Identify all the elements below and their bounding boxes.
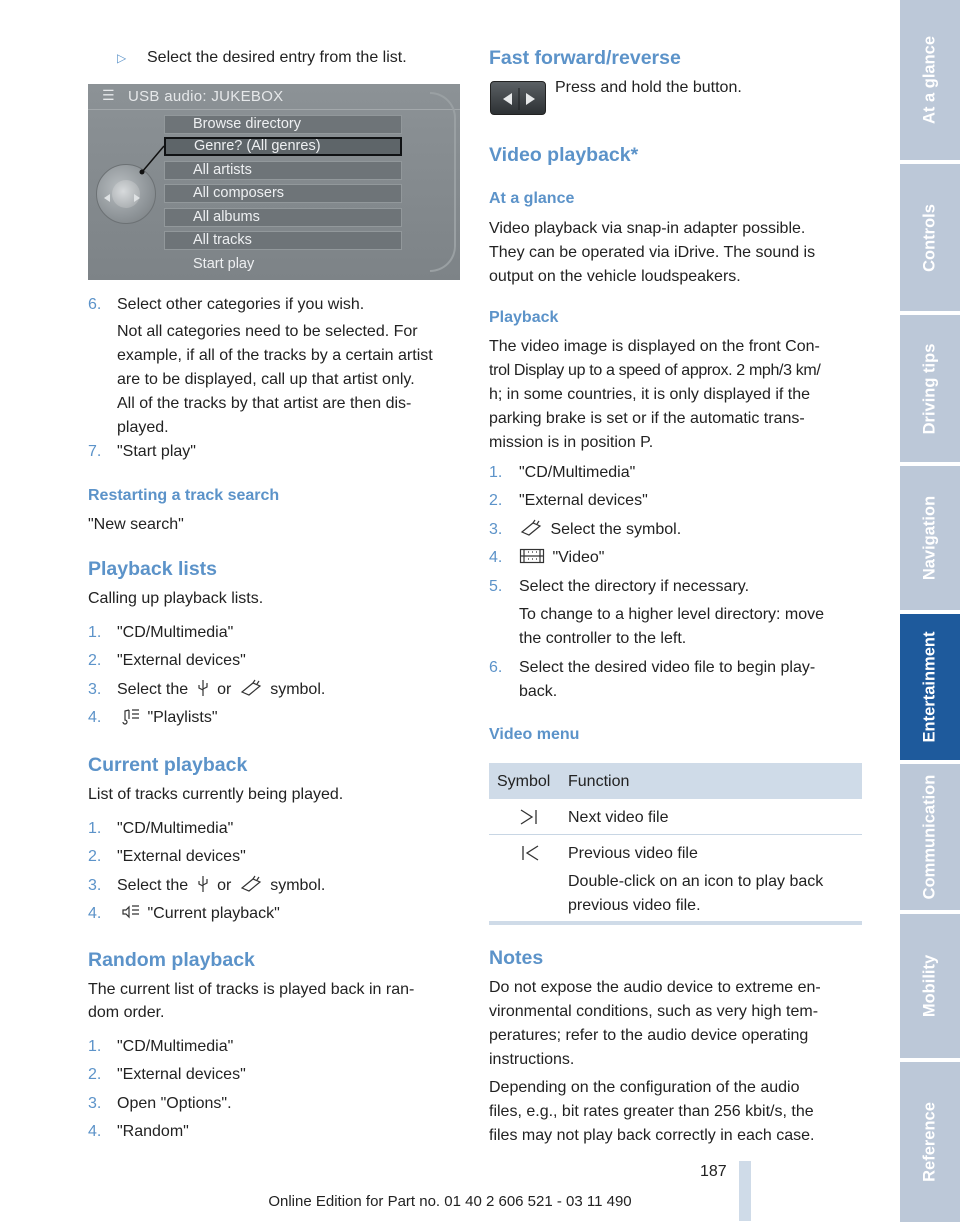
entry-browse-directory[interactable]: Browse directory: [164, 115, 402, 134]
video-menu-heading: Video menu: [489, 726, 580, 743]
step-number: 1.: [88, 820, 102, 837]
row2-function: Previous video file: [568, 845, 698, 862]
usb-icon: [196, 679, 210, 697]
row2-note: previous video file.: [568, 897, 701, 914]
tab-reference[interactable]: [900, 1062, 960, 1222]
step-number: 5.: [489, 578, 503, 595]
step-select-entry: Select the desired entry from the list.: [147, 49, 407, 66]
screenshot-title: USB audio: JUKEBOX: [128, 88, 284, 105]
tab-driving-tips[interactable]: [900, 315, 960, 462]
step-number: 1.: [88, 624, 102, 641]
step-number: 4.: [88, 709, 102, 726]
step-number: 1.: [489, 464, 503, 481]
playback-line: parking brake is set or if the automatic trans-: [489, 410, 805, 427]
select-symbol-text: Select the symbol.: [550, 521, 682, 538]
step-number: 3.: [489, 521, 503, 538]
notes-line: Depending on the configuration of the audio: [489, 1079, 800, 1096]
playback-line: The video image is displayed on the front Con-: [489, 338, 820, 355]
symbol-text: symbol.: [270, 681, 326, 698]
tab-label: At a glance: [920, 35, 939, 125]
page-marker-bar: [739, 1161, 751, 1221]
jukebox-screenshot: [88, 84, 460, 280]
glance-line: output on the vehicle loudspeakers.: [489, 268, 741, 285]
playback-line: trol Display up to a speed of approx. 2 mph/3 km/: [489, 362, 821, 379]
notes-heading: Notes: [489, 947, 544, 969]
random-text-line: dom order.: [88, 1004, 165, 1021]
step-number: 2.: [88, 848, 102, 865]
random-step: "CD/Multimedia": [117, 1038, 234, 1055]
row2-note: Double-click on an icon to play back: [568, 873, 824, 890]
playlists-step: [117, 678, 325, 701]
video-step-note: the controller to the left.: [519, 630, 687, 647]
step-number: 4.: [88, 1123, 102, 1140]
triangle-bullet-icon: ▷: [117, 51, 127, 65]
tab-at-a-glance[interactable]: [900, 0, 960, 160]
playlists-step: "CD/Multimedia": [117, 624, 234, 641]
notes-line: files, e.g., bit rates greater than 256 kbit/s, the: [489, 1103, 814, 1120]
random-step: Open "Options".: [117, 1095, 232, 1112]
current-heading: Current playback: [88, 754, 248, 776]
table-bottom-rule: [489, 921, 862, 925]
tab-label: Controls: [920, 203, 939, 272]
step6-text: Select other categories if you wish.: [117, 296, 365, 313]
playlists-text: Calling up playback lists.: [88, 590, 264, 607]
entry-all-artists[interactable]: All artists: [164, 161, 402, 180]
notes-line: Do not expose the audio device to extreme en-: [489, 979, 821, 996]
col-symbol: Symbol: [497, 773, 551, 790]
playlists-heading: Playback lists: [88, 558, 217, 580]
skip-back-forward-icon: [491, 82, 547, 116]
playlists-step: [117, 706, 218, 729]
tab-controls[interactable]: [900, 164, 960, 311]
row1-function: Next video file: [568, 809, 669, 826]
video-step: "CD/Multimedia": [519, 464, 636, 481]
notes-line: instructions.: [489, 1051, 575, 1068]
tab-mobility[interactable]: [900, 914, 960, 1058]
step-number: 2.: [489, 492, 503, 509]
step-number: 2.: [88, 652, 102, 669]
scroll-arc: [430, 92, 456, 272]
select-the-text: Select the: [117, 681, 189, 698]
tab-label: Reference: [920, 1102, 939, 1182]
current-step: "CD/Multimedia": [117, 820, 234, 837]
portable-device-icon: [239, 875, 263, 893]
portable-device-icon: [519, 519, 543, 537]
random-step: "Random": [117, 1123, 189, 1140]
step-number: 6.: [489, 659, 503, 676]
notes-line: files may not play back correctly in each case.: [489, 1127, 815, 1144]
tab-label: Mobility: [920, 954, 939, 1018]
playlists-label: "Playlists": [147, 709, 218, 726]
notes-line: peratures; refer to the audio device operating: [489, 1027, 809, 1044]
entry-genre[interactable]: Genre? (All genres): [164, 137, 402, 156]
table-row-divider: [489, 834, 862, 835]
current-playback-label: "Current playback": [147, 905, 280, 922]
playback-heading: Playback: [489, 309, 559, 326]
step7-text: "Start play": [117, 443, 196, 460]
step6-note-line: All of the tracks by that artist are then dis-: [117, 395, 412, 412]
video-step: [519, 546, 604, 569]
current-step: "External devices": [117, 848, 246, 865]
skip-buttons: [490, 81, 546, 115]
playlists-step: "External devices": [117, 652, 246, 669]
footer-text: Online Edition for Part no. 01 40 2 606 521 - 03 11 490: [268, 1193, 632, 1210]
tab-entertainment[interactable]: [900, 614, 960, 760]
glance-heading: At a glance: [489, 190, 575, 207]
tab-label: Entertainment: [920, 631, 939, 743]
portable-device-icon: [239, 679, 263, 697]
video-step: [519, 518, 681, 541]
video-step: "External devices": [519, 492, 648, 509]
playback-line: mission is in position P.: [489, 434, 654, 451]
video-step-cont: back.: [519, 683, 558, 700]
ff-heading: Fast forward/reverse: [489, 47, 681, 69]
current-playback-icon: [120, 903, 140, 921]
step-number: 4.: [489, 549, 503, 566]
symbol-text: symbol.: [270, 877, 326, 894]
video-film-icon: [519, 547, 545, 565]
playback-line: h; in some countries, it is only displayed if the: [489, 386, 811, 403]
step6-note-line: Not all categories need to be selected. For: [117, 323, 418, 340]
video-step-note: To change to a higher level directory: move: [519, 606, 825, 623]
menu-icon: ☰: [102, 87, 115, 103]
step-number: 3.: [88, 1095, 102, 1112]
step-number: 3.: [88, 877, 102, 894]
video-step: Select the directory if necessary.: [519, 578, 750, 595]
or-text: or: [217, 877, 232, 894]
ff-text: Press and hold the button.: [555, 79, 742, 96]
video-label: "Video": [552, 549, 605, 566]
usb-icon: [196, 875, 210, 893]
page-number: 187: [700, 1163, 727, 1180]
step-number: 1.: [88, 1038, 102, 1055]
entry-start-play[interactable]: Start play: [193, 256, 255, 272]
current-step: [117, 874, 325, 897]
video-heading: Video playback*: [489, 144, 639, 166]
glance-line: Video playback via snap-in adapter possible.: [489, 220, 806, 237]
step-number: 2.: [88, 1066, 102, 1083]
previous-track-icon: [519, 843, 541, 863]
playlist-icon: [120, 707, 140, 725]
tab-label: Driving tips: [920, 343, 939, 434]
notes-line: vironmental conditions, such as very high tem-: [489, 1003, 819, 1020]
or-text: or: [217, 681, 232, 698]
current-text: List of tracks currently being played.: [88, 786, 344, 803]
col-function: Function: [568, 773, 630, 790]
restart-text: "New search": [88, 516, 184, 533]
entry-all-tracks[interactable]: All tracks: [164, 231, 402, 250]
tab-communication[interactable]: [900, 764, 960, 910]
select-the-text: Select the: [117, 877, 189, 894]
random-step: "External devices": [117, 1066, 246, 1083]
step-number: 7.: [88, 443, 102, 460]
next-track-icon: [519, 807, 541, 827]
random-text-line: The current list of tracks is played back in ran-: [88, 981, 415, 998]
glance-line: They can be operated via iDrive. The sound is: [489, 244, 816, 261]
tab-label: Communication: [920, 774, 939, 900]
step6-note-line: played.: [117, 419, 169, 436]
step-number: 4.: [88, 905, 102, 922]
random-heading: Random playback: [88, 949, 255, 971]
step-number: 3.: [88, 681, 102, 698]
pointer-line: [88, 84, 460, 280]
video-step: Select the desired video file to begin play-: [519, 659, 816, 676]
current-step: [117, 902, 280, 925]
entry-all-albums[interactable]: All albums: [164, 208, 402, 227]
tab-navigation[interactable]: [900, 466, 960, 610]
step6-note-line: example, if all of the tracks by a certain artist: [117, 347, 433, 364]
step6-note-line: are to be displayed, call up that artist only.: [117, 371, 415, 388]
restart-heading: Restarting a track search: [88, 487, 280, 504]
tab-label: Navigation: [920, 495, 939, 581]
entry-all-composers[interactable]: All composers: [164, 184, 402, 203]
step-number: 6.: [88, 296, 102, 313]
